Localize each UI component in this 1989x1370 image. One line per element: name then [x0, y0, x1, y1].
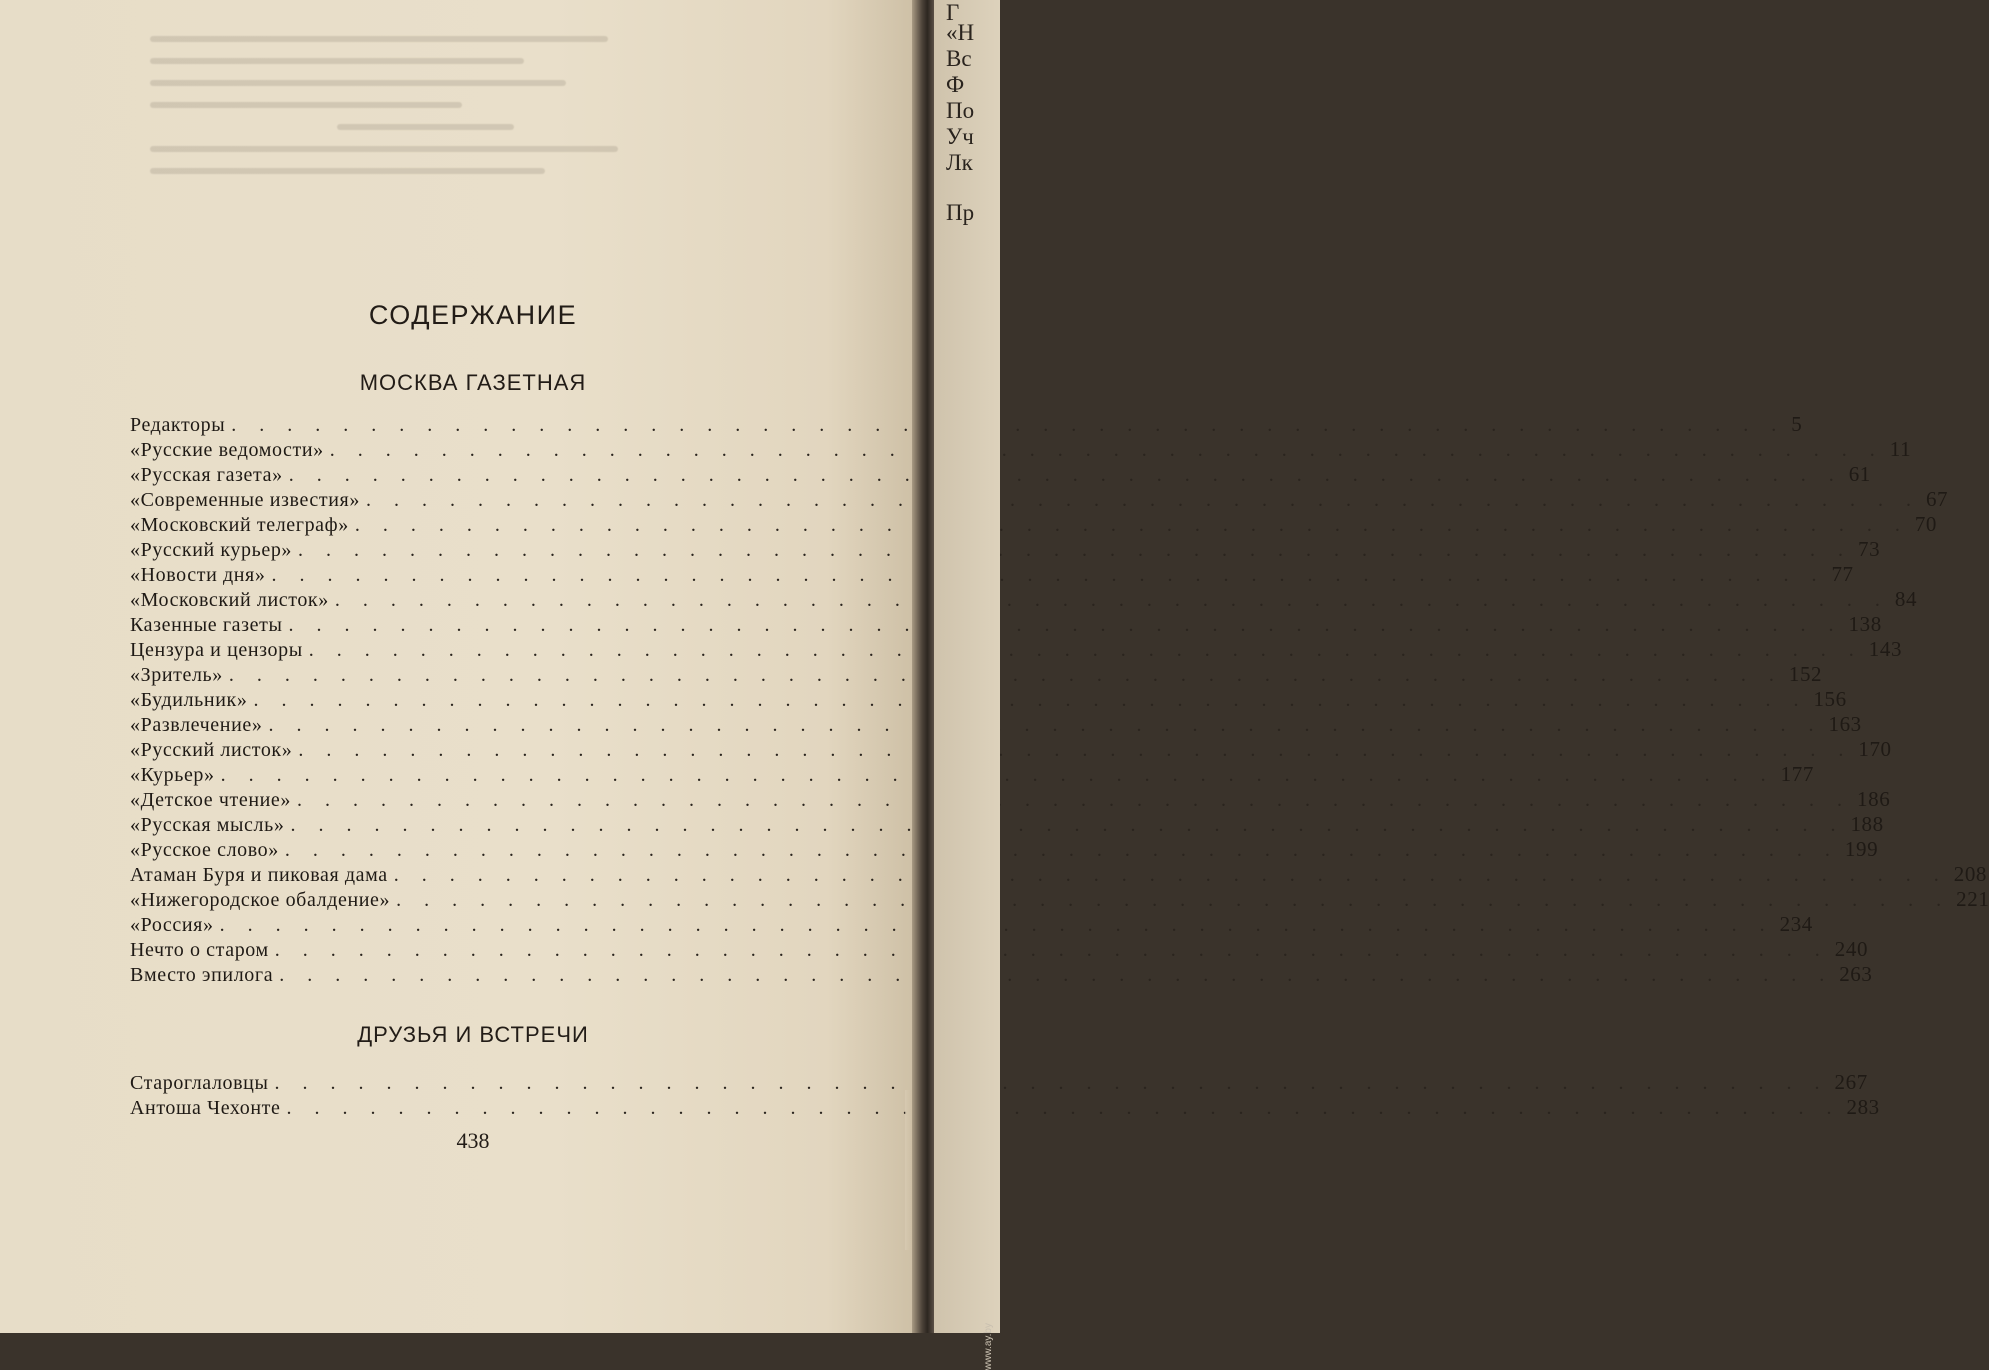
toc-entry[interactable] [130, 437, 1912, 462]
leader-dots [355, 514, 1909, 537]
toc-entry-page: 234 [1779, 912, 1813, 936]
toc-entry-page: 170 [1858, 737, 1892, 761]
toc-entry-title: Староглаловцы [130, 1072, 269, 1094]
toc-entry[interactable] [130, 412, 1803, 437]
leader-dots [285, 839, 1839, 862]
toc-entry-title: «Нижегородское обалдение» [130, 889, 391, 911]
leader-dots [275, 939, 1829, 962]
toc-entry-page: 283 [1846, 1095, 1880, 1119]
leader-dots [366, 489, 1920, 512]
toc-entry-page: 240 [1834, 937, 1869, 961]
toc-entry-page: 177 [1780, 762, 1814, 786]
watermark: www.ay.by [983, 1323, 994, 1370]
leader-dots [297, 789, 1851, 812]
leader-dots [396, 889, 1950, 912]
toc-entry-page: 138 [1848, 612, 1882, 636]
page-number: 438 [456, 1128, 490, 1153]
toc-entry-title: «Зритель» [130, 664, 223, 686]
adjacent-page [934, 0, 1000, 1370]
toc-entry[interactable] [130, 537, 1881, 562]
toc-entry-title: Казенные газеты [130, 614, 283, 636]
toc-entry-title: «Московский телеграф» [130, 514, 349, 536]
toc-list-moscow [130, 412, 1989, 987]
toc-entry[interactable] [130, 687, 1847, 712]
leader-dots [231, 414, 1785, 437]
toc-entry[interactable] [130, 662, 1823, 687]
toc-entry[interactable] [130, 462, 1871, 487]
toc-entry-title: Нечто о старом [130, 939, 269, 961]
toc-entry-page: 221 [1956, 887, 1989, 911]
toc-entry-title: «Русская газета» [130, 464, 283, 486]
toc-entry-title: «Русское слово» [130, 839, 279, 861]
adjacent-fragment: «Н [946, 20, 975, 45]
leader-dots [268, 714, 1822, 737]
toc-entry-page: 5 [1791, 412, 1803, 436]
toc-entry-title: «Новости дня» [130, 564, 266, 586]
toc-entry[interactable] [130, 862, 1988, 887]
toc-entry-page: 61 [1848, 462, 1871, 486]
toc-entry[interactable] [130, 837, 1879, 862]
section-title-moscow: МОСКВА ГАЗЕТНАЯ [359, 370, 587, 395]
toc-entry-title: Редакторы [130, 414, 226, 436]
toc-entry[interactable] [130, 912, 1813, 937]
toc-entry-title: «Детское чтение» [130, 789, 292, 811]
leader-dots [253, 689, 1807, 712]
section-title-friends: ДРУЗЬЯ И ВСТРЕЧИ [357, 1022, 589, 1047]
leader-dots [229, 664, 1783, 687]
toc-entry[interactable] [130, 637, 1903, 662]
toc-entry-title: Атаман Буря и пиковая дама [130, 864, 388, 886]
toc-entry-page: 263 [1839, 962, 1873, 986]
toc-entry-title: «Будильник» [130, 689, 248, 711]
toc-entry-page: 267 [1834, 1070, 1868, 1094]
leader-dots [279, 964, 1833, 987]
leader-dots [271, 564, 1825, 587]
toc-entry[interactable] [130, 712, 1862, 737]
toc-entry-page: 188 [1850, 812, 1884, 836]
toc-entry[interactable] [130, 762, 1814, 787]
toc-entry-title: «Московский листок» [130, 589, 329, 611]
toc-entry-title: Антоша Чехонте [130, 1097, 281, 1119]
toc-entry[interactable] [130, 962, 1873, 987]
leader-dots [298, 739, 1852, 762]
toc-entry[interactable] [130, 737, 1892, 762]
leader-dots [289, 614, 1843, 637]
adjacent-fragment: Г [946, 0, 960, 25]
leader-dots [289, 464, 1843, 487]
leader-dots [309, 639, 1863, 662]
toc-entry-page: 143 [1868, 637, 1903, 661]
toc-entry-title: «Русская мысль» [130, 814, 285, 836]
toc-entry[interactable] [130, 937, 1869, 962]
bleed-through-text [150, 20, 670, 250]
adjacent-fragment: Лк [946, 150, 973, 175]
toc-entry[interactable] [130, 1095, 1880, 1120]
toc-entry[interactable] [130, 787, 1891, 812]
toc-entry-page: 163 [1828, 712, 1862, 736]
toc-entry-title: «Русский листок» [130, 739, 293, 761]
toc-entry-title: «Курьер» [130, 764, 215, 786]
adjacent-fragment: Вс [946, 46, 972, 71]
adjacent-fragment: По [946, 98, 975, 123]
toc-entry-title: «Русские ведомости» [130, 439, 324, 461]
toc-entry-page: 152 [1788, 662, 1823, 686]
toc-entry-page: 156 [1813, 687, 1847, 711]
toc-entry[interactable] [130, 562, 1854, 587]
adjacent-fragment: Уч [946, 124, 974, 149]
toc-entry-page: 70 [1914, 512, 1938, 536]
leader-dots [394, 864, 1948, 887]
toc-entry-page: 77 [1831, 562, 1854, 586]
leader-dots [286, 1097, 1840, 1120]
toc-entry[interactable] [130, 887, 1989, 912]
toc-list-friends [130, 1070, 1880, 1120]
toc-entry[interactable] [130, 1070, 1868, 1095]
toc-entry-title: «Современные известия» [130, 489, 360, 511]
toc-entry-title: Вместо эпилога [130, 964, 274, 986]
toc-entry[interactable] [130, 512, 1938, 537]
leader-dots [298, 539, 1852, 562]
toc-entry-page: 186 [1857, 787, 1891, 811]
leader-dots [335, 589, 1889, 612]
book-gutter [912, 0, 934, 1333]
toc-entry-page: 199 [1844, 837, 1879, 861]
leader-dots [275, 1072, 1829, 1095]
adjacent-fragment: Пр [946, 200, 975, 225]
toc-entry-page: 208 [1953, 862, 1988, 886]
toc-entry[interactable] [130, 587, 1918, 612]
toc-entry[interactable] [130, 612, 1882, 637]
toc-entry-page: 84 [1894, 587, 1918, 611]
adjacent-fragment: Ф [946, 72, 965, 97]
toc-entry-page: 67 [1925, 487, 1949, 511]
toc-entry-page: 73 [1858, 537, 1881, 561]
toc-entry[interactable] [130, 487, 1949, 512]
leader-dots [330, 439, 1884, 462]
toc-entry-title: «Россия» [130, 914, 214, 936]
toc-entry[interactable] [130, 812, 1884, 837]
contents-title: СОДЕРЖАНИЕ [368, 300, 578, 330]
toc-entry-title: «Русский курьер» [130, 539, 293, 561]
toc-entry-page: 11 [1889, 437, 1912, 461]
leader-dots [290, 814, 1844, 837]
toc-entry-title: Цензура и цензоры [130, 639, 303, 661]
toc-entry-title: «Развлечение» [130, 714, 263, 736]
